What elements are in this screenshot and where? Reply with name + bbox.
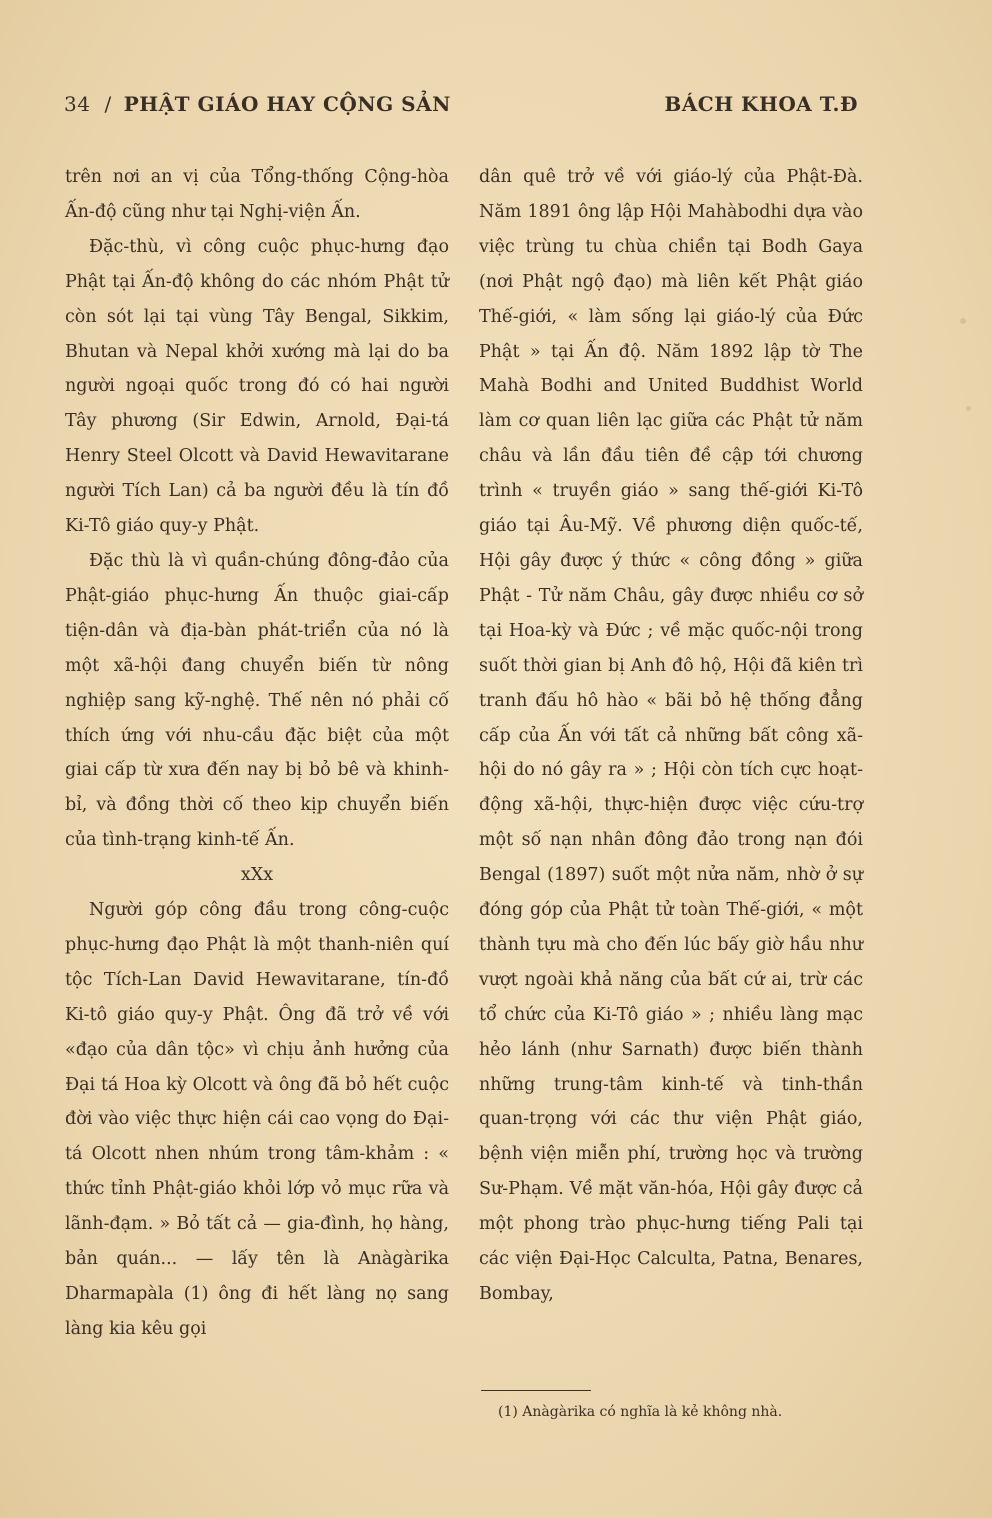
paper-stain: [966, 406, 971, 411]
paragraph: trên nơi an vị của Tổng-thống Cộng-hòa Ấn-độ cũng như tại Nghị-viện Ấn.: [65, 167, 449, 222]
paragraph: Đặc thù là vì quần-chúng đông-đảo của Phật-giáo phục-hưng Ấn thuộc giai-cấp tiện-dân và địa-bàn phát-triển của nó là một xã-hội đang chuyển biến từ nông nghiệp sang kỹ-nghệ. Thế nên nó phải cố thích ứng với nhu-cầu đặc biệt của một giai cấp từ xưa đến nay bị bỏ bê và khinh-bỉ, và đồng thời cố theo kịp chuyển biến của tình-trạng kinh-tế Ấn.: [65, 550, 449, 851]
page-number: 34: [64, 92, 91, 116]
footnote: (1) Anàgàrika có nghĩa là kẻ không nhà.: [498, 1404, 783, 1420]
paragraph: Người góp công đầu trong công-cuộc phục-hưng đạo Phật là một thanh-niên quí tộc Tích-Lan David Hewavitarane, tín-đồ Ki-tô giáo quy-y Phật. Ông đã trở về với «đạo của dân tộc» vì chịu ảnh hưởng của Đại tá Hoa kỳ Olcott và ông đã bỏ hết cuộc đời vào việc thực hiện cái cao vọng do Đại-tá Olcott nhen nhúm trong tâm-khảm : « thức tỉnh Phật-giáo khỏi lớp vỏ mục rữa và lãnh-đạm. » Bỏ tất cả — gia-đình, họ hàng, bản quán... — lấy tên là Anàgàrika Dharmapàla (1) ông đi hết làng nọ sang làng kia kêu gọi: [65, 900, 449, 1339]
running-header: [64, 92, 858, 124]
article-title: PHẬT GIÁO HAY CỘNG SẢN: [123, 92, 451, 116]
paper-stain: [960, 318, 966, 324]
footnote-rule: [481, 1390, 591, 1391]
header-left: [64, 92, 451, 116]
paragraph: dân quê trở về với giáo-lý của Phật-Đà. Năm 1891 ông lập Hội Mahàbodhi dựa vào việc trùng tu chùa chiền tại Bodh Gaya (nơi Phật ngộ đạo) mà liên kết Phật giáo Thế-giới, « làm sống lại giáo-lý của Đức Phật » tại Ấn độ. Năm 1892 lập tờ The Mahà Bodhi and United Buddhist World làm cơ quan liên lạc giữa các Phật tử năm châu và lần đầu tiên đề cập tới chương trình « truyền giáo » sang thế-giới Ki-Tô giáo tại Âu-Mỹ. Về phương diện quốc-tế, Hội gây được ý thức « công đồng » giữa Phật - Tử năm Châu, gây được nhiều cơ sở tại Hoa-kỳ và Đức ; về mặc quốc-nội trong suốt thời gian bị Anh đô hộ, Hội đã kiên trì tranh đấu hô hào « bãi bỏ hệ thống đẳng cấp của Ấn với tất cả những bất công xã-hội do nó gây ra » ; Hội còn tích cực hoạt-động xã-hội, thực-hiện được việc cứu-trợ một số nạn nhân đông đảo trong nạn đói Bengal (1897) suốt một nửa năm, nhờ ở sự đóng góp của Phật tử toàn Thế-giới, « một thành tựu mà cho đến lúc bấy giờ hầu như vượt ngoài khả năng của bất cứ ai, trừ các tổ chức của Ki-Tô giáo » ; nhiều làng mạc hẻo lánh (như Sarnath) được biến thành những trung-tâm kinh-tế và tinh-thần quan-trọng với các thư viện Phật giáo, bệnh viện miễn phí, trường học và trường Sư-Phạm. Về mặt văn-hóa, Hội gây được cả một phong trào phục-hưng tiếng Pali tại các viện Đại-Học Calculta, Patna, Benares, Bombay,: [479, 167, 863, 1304]
section-divider: xXx: [240, 865, 274, 886]
paragraph: Đặc-thù, vì công cuộc phục-hưng đạo Phật tại Ấn-độ không do các nhóm Phật tử còn sót lại tại vùng Tây Bengal, Sikkim, Bhutan và Nepal khởi xướng mà lại do ba người ngoại quốc trong đó có hai người Tây phương (Sir Edwin, Arnold, Đại-tá Henry Steel Olcott và David Hewavitarane người Tích Lan) cả ba người đều là tín đồ Ki-Tô giáo quy-y Phật.: [65, 236, 449, 537]
right-column: [479, 160, 863, 1312]
left-column: [65, 160, 449, 1347]
header-separator: /: [104, 92, 112, 116]
journal-name: BÁCH KHOA T.Đ: [664, 92, 858, 116]
